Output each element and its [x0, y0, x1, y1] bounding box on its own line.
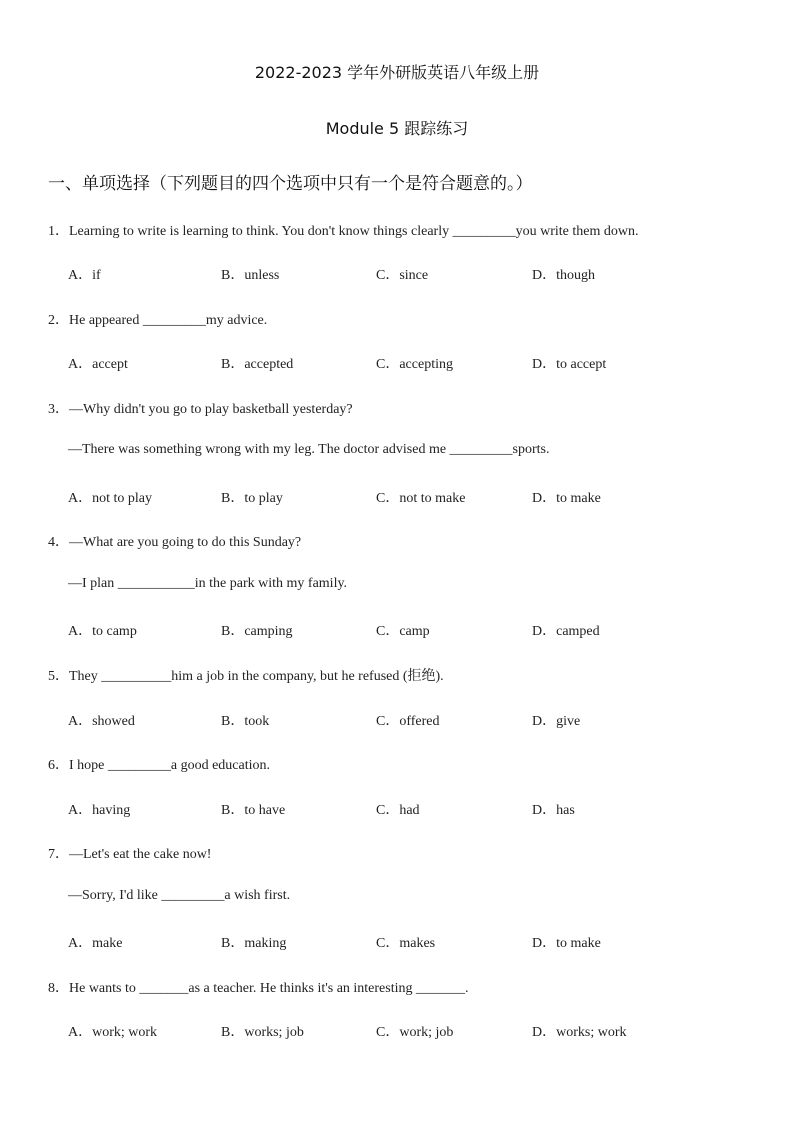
question-3-option-d[interactable]: D．to make — [532, 491, 601, 506]
question-1-option-d[interactable]: D．though — [532, 268, 595, 283]
question-3-option-a[interactable]: A．not to play — [68, 491, 152, 506]
question-8-option-c[interactable]: C．work; job — [376, 1025, 454, 1040]
question-4-option-d[interactable]: D．camped — [532, 624, 600, 639]
question-7-option-b[interactable]: B．making — [221, 936, 287, 951]
question-4-option-a[interactable]: A．to camp — [68, 624, 137, 639]
section-heading: 一、单项选择（下列题目的四个选项中只有一个是符合题意的。） — [48, 174, 533, 194]
question-4-option-c[interactable]: C．camp — [376, 624, 430, 639]
question-6-option-a[interactable]: A．having — [68, 803, 131, 818]
question-8-option-d[interactable]: D．works; work — [532, 1025, 627, 1040]
question-4-reply: —I plan ___________in the park with my family. — [68, 576, 348, 591]
question-3-stem: 3．—Why didn't you go to play basketball yesterday? — [48, 402, 353, 417]
question-1-option-a[interactable]: A．if — [68, 268, 101, 283]
question-4-option-b[interactable]: B．camping — [221, 624, 293, 639]
question-5-option-b[interactable]: B．took — [221, 714, 270, 729]
document-title: 2022-2023 学年外研版英语八年级上册 — [254, 63, 540, 82]
question-3-option-c[interactable]: C．not to make — [376, 491, 466, 506]
question-6-stem: 6．I hope _________a good education. — [48, 758, 271, 773]
document-subtitle: Module 5 跟踪练习 — [325, 119, 469, 138]
question-1-option-c[interactable]: C．since — [376, 268, 429, 283]
question-7-option-c[interactable]: C．makes — [376, 936, 436, 951]
question-6-option-c[interactable]: C．had — [376, 803, 420, 818]
question-5-stem: 5．They __________him a job in the company, but he refused (拒绝). — [48, 669, 444, 684]
question-5-option-a[interactable]: A．showed — [68, 714, 135, 729]
question-2-stem: 2．He appeared _________my advice. — [48, 313, 268, 328]
question-8-option-a[interactable]: A．work; work — [68, 1025, 158, 1040]
question-2-option-a[interactable]: A．accept — [68, 357, 128, 372]
question-6-option-b[interactable]: B．to have — [221, 803, 286, 818]
question-6-option-d[interactable]: D．has — [532, 803, 575, 818]
question-2-option-d[interactable]: D．to accept — [532, 357, 607, 372]
question-3-reply: —There was something wrong with my leg. The doctor advised me _________sports. — [68, 442, 550, 457]
question-4-stem: 4．—What are you going to do this Sunday? — [48, 535, 302, 550]
question-7-option-d[interactable]: D．to make — [532, 936, 601, 951]
question-7-stem: 7．—Let's eat the cake now! — [48, 847, 212, 862]
question-5-option-d[interactable]: D．give — [532, 714, 581, 729]
question-8-stem: 8．He wants to _______as a teacher. He thinks it's an interesting _______. — [48, 981, 469, 996]
question-7-option-a[interactable]: A．make — [68, 936, 123, 951]
question-1-stem: 1．Learning to write is learning to think. You don't know things clearly _________you write them down. — [48, 224, 639, 239]
question-7-reply: —Sorry, I'd like _________a wish first. — [68, 888, 291, 903]
question-5-option-c[interactable]: C．offered — [376, 714, 440, 729]
question-1-option-b[interactable]: B．unless — [221, 268, 280, 283]
question-2-option-c[interactable]: C．accepting — [376, 357, 453, 372]
question-2-option-b[interactable]: B．accepted — [221, 357, 294, 372]
question-3-option-b[interactable]: B．to play — [221, 491, 283, 506]
question-8-option-b[interactable]: B．works; job — [221, 1025, 304, 1040]
